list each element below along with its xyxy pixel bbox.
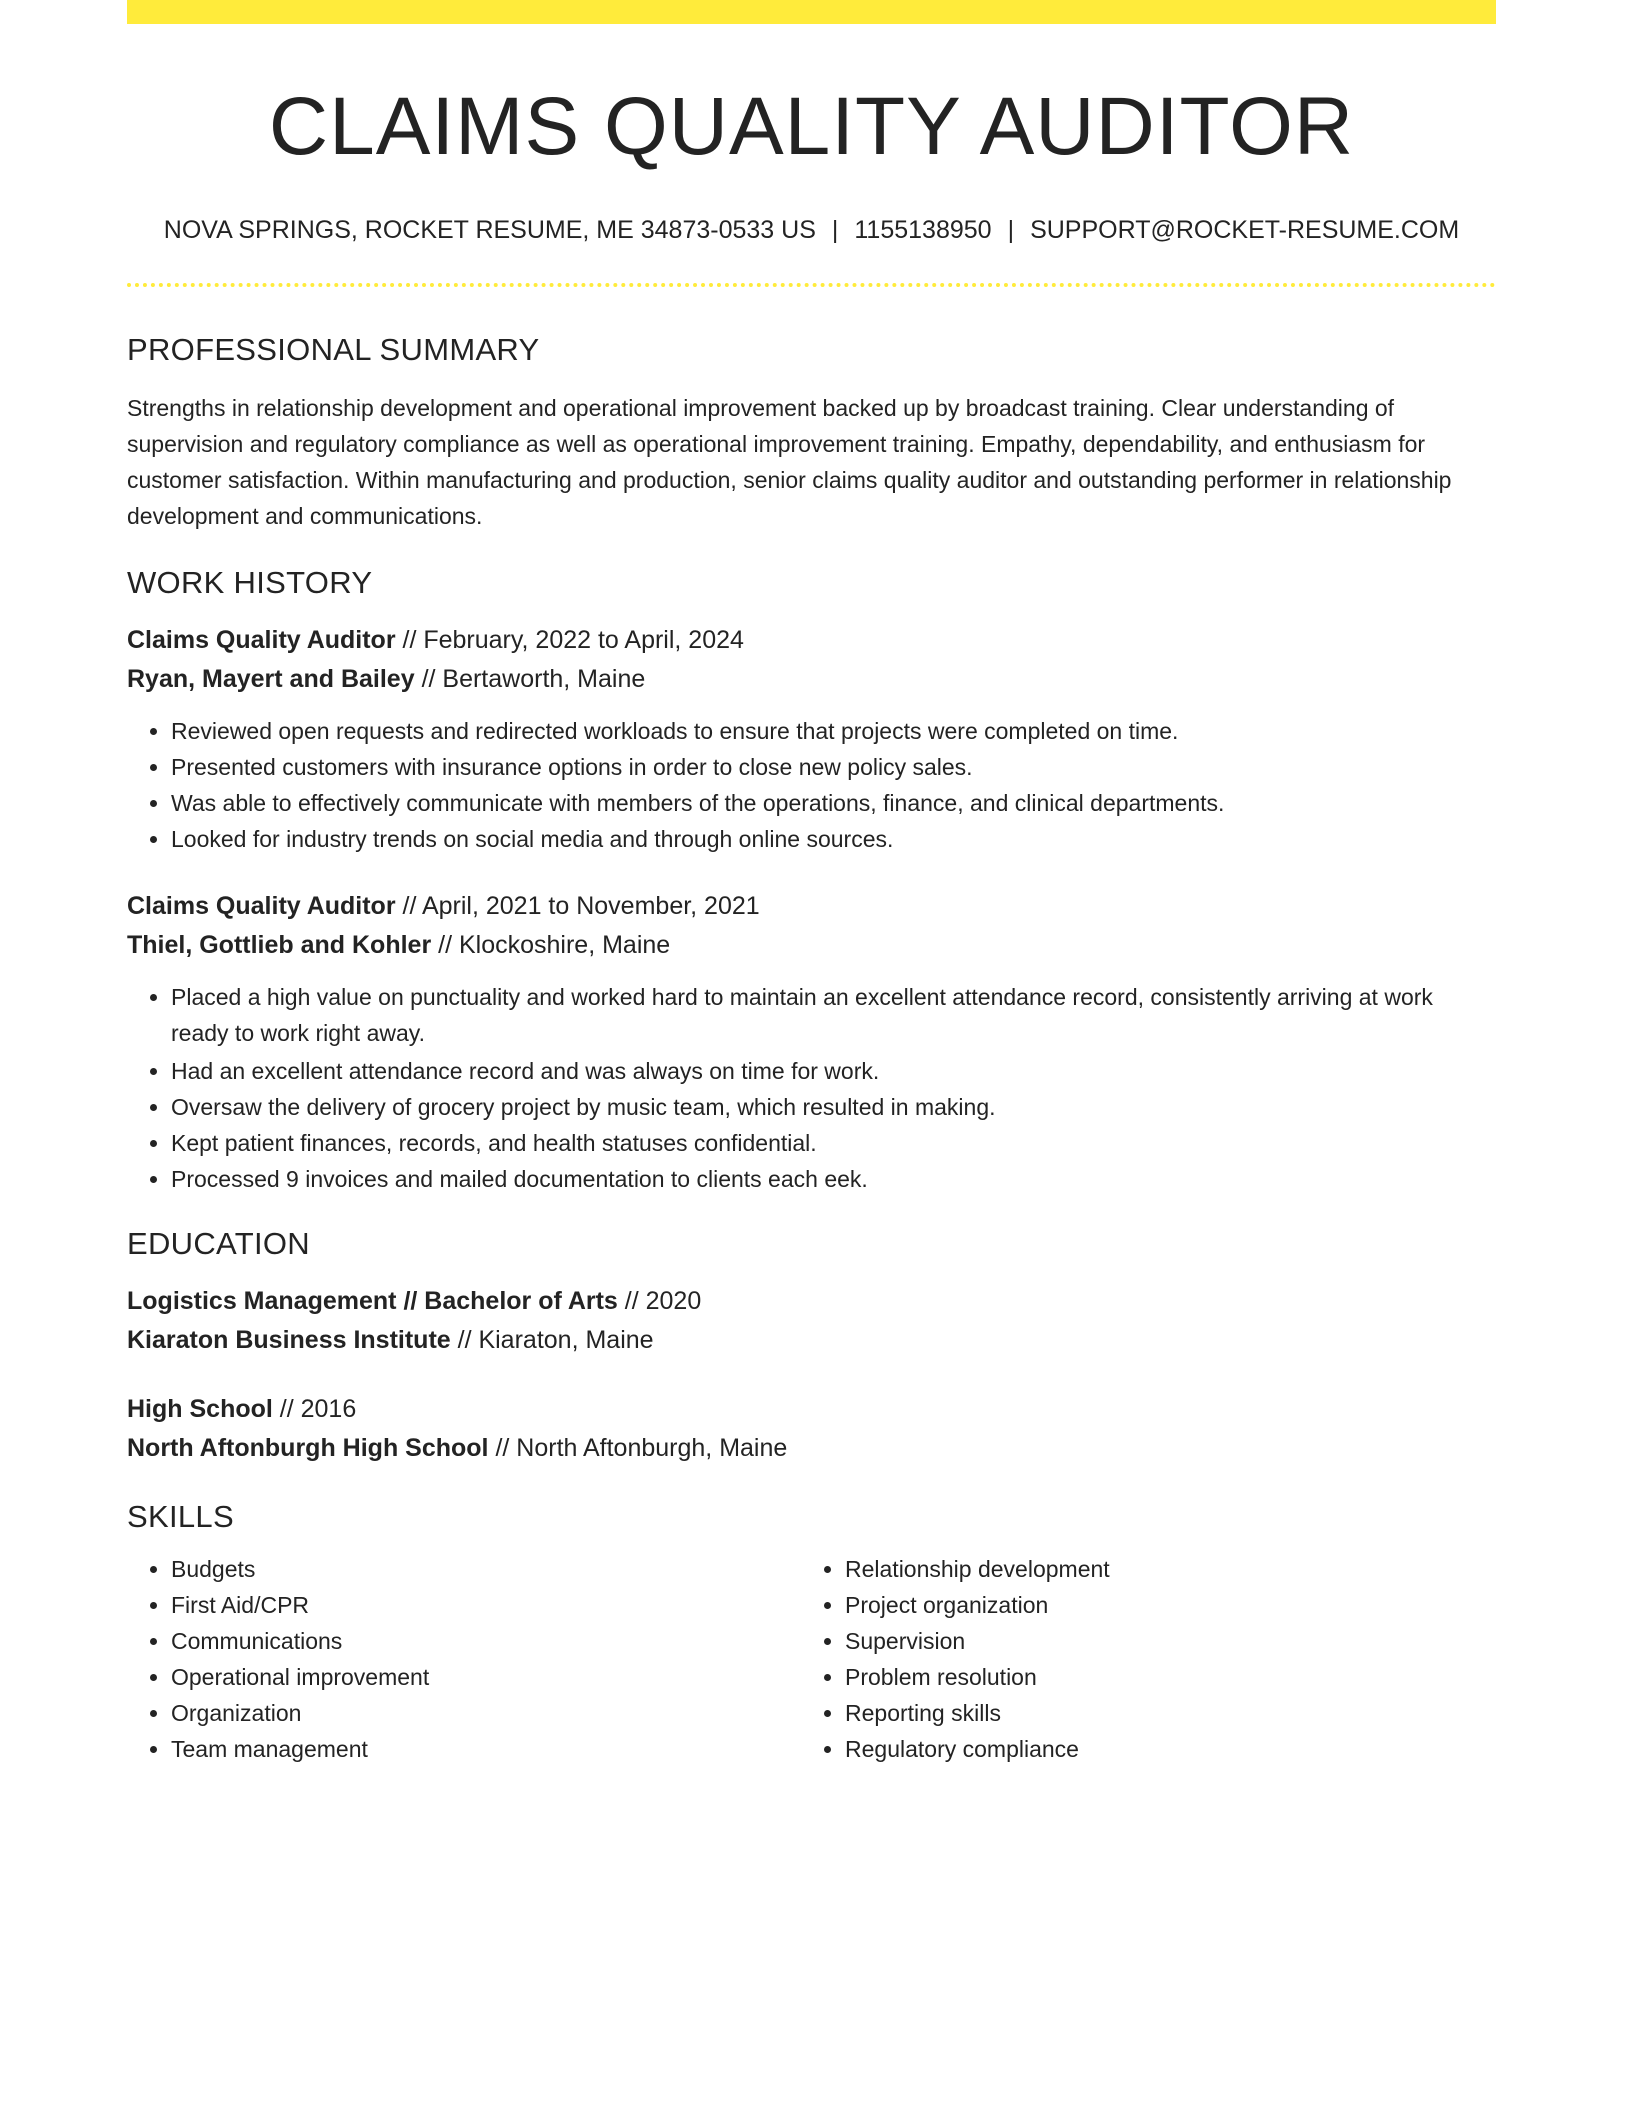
candidate-name: CLAIMS QUALITY AUDITOR xyxy=(268,81,1355,172)
contact-separator: | xyxy=(1007,216,1015,245)
education-degree: High School xyxy=(127,1395,273,1424)
list-item: • Was able to effectively communicate with members of the operations, finance, and clinical departments. xyxy=(171,785,1496,821)
education-school-line xyxy=(127,1429,1496,1468)
summary-text: Strengths in relationship development and operational improvement backed up by broadcast training. Clear understanding of supervision and regulatory compliance as well as operational improvement training. Empathy, dependability, and enthusiasm for customer satisfaction. Within manufacturing and production, senior claims quality auditor and outstanding performer in relationship development and communications. xyxy=(127,394,1452,529)
contact-separator: | xyxy=(831,216,839,245)
job-location: // Klockoshire, Maine xyxy=(431,931,671,960)
job-title-line xyxy=(127,887,1496,926)
list-item: • Placed a high value on punctuality and worked hard to maintain an excellent attendance record, consistently arriving at work ready to work right away. xyxy=(171,979,1496,1051)
list-item: • Relationship development xyxy=(845,1551,1475,1587)
job-company-line xyxy=(127,660,1496,699)
job-company: Ryan, Mayert and Bailey xyxy=(127,665,415,694)
skills-column-left xyxy=(127,1551,801,1767)
skills-column-right xyxy=(801,1551,1475,1767)
education-year: // 2020 xyxy=(617,1287,702,1316)
education-school-line xyxy=(127,1321,1496,1360)
job-title-line xyxy=(127,621,1496,660)
section-title-summary: PROFESSIONAL SUMMARY xyxy=(127,331,540,367)
list-item: • Team management xyxy=(171,1731,801,1767)
education-degree-line xyxy=(127,1390,1496,1429)
job-entry xyxy=(127,621,1496,857)
list-item: • Organization xyxy=(171,1695,801,1731)
job-company: Thiel, Gottlieb and Kohler xyxy=(127,931,432,960)
job-company-line xyxy=(127,926,1496,965)
list-item: • Processed 9 invoices and mailed documentation to clients each eek. xyxy=(171,1161,1496,1197)
education-location: // Kiaraton, Maine xyxy=(450,1326,654,1355)
education-school: Kiaraton Business Institute xyxy=(127,1326,451,1355)
list-item: • Presented customers with insurance options in order to close new policy sales. xyxy=(171,749,1496,785)
list-item: • Budgets xyxy=(171,1551,801,1587)
section-title-education: EDUCATION xyxy=(127,1226,310,1262)
job-bullets xyxy=(127,713,1496,857)
contact-address: NOVA SPRINGS, ROCKET RESUME, ME 34873-0533 US xyxy=(163,216,816,245)
contact-email: SUPPORT@ROCKET-RESUME.COM xyxy=(1030,216,1460,245)
list-item: • Regulatory compliance xyxy=(845,1731,1475,1767)
list-item: • Communications xyxy=(171,1623,801,1659)
education-location: // North Aftonburgh, Maine xyxy=(488,1434,788,1463)
contact-phone: 1155138950 xyxy=(854,216,992,245)
section-title-skills: SKILLS xyxy=(127,1499,234,1535)
job-entry xyxy=(127,887,1496,1197)
section-title-work-history: WORK HISTORY xyxy=(127,564,373,600)
list-item: • Oversaw the delivery of grocery project by music team, which resulted in making. xyxy=(171,1089,1496,1125)
list-item: • Reviewed open requests and redirected workloads to ensure that projects were completed on time. xyxy=(171,713,1496,749)
list-item: • Operational improvement xyxy=(171,1659,801,1695)
job-dates: // April, 2021 to November, 2021 xyxy=(395,892,760,921)
top-accent-bar xyxy=(127,0,1496,24)
education-degree-line xyxy=(127,1282,1496,1321)
job-bullets xyxy=(127,979,1496,1197)
resume-page xyxy=(127,0,1496,1767)
skills-list xyxy=(127,1551,1496,1767)
job-role: Claims Quality Auditor xyxy=(127,892,396,921)
job-dates: // February, 2022 to April, 2024 xyxy=(395,626,744,655)
list-item: • First Aid/CPR xyxy=(171,1587,801,1623)
list-item: • Reporting skills xyxy=(845,1695,1475,1731)
contact-line xyxy=(127,214,1496,247)
education-school: North Aftonburgh High School xyxy=(127,1434,489,1463)
list-item: • Kept patient finances, records, and health statuses confidential. xyxy=(171,1125,1496,1161)
education-degree: Logistics Management // Bachelor of Arts xyxy=(127,1287,618,1316)
list-item: • Had an excellent attendance record and was always on time for work. xyxy=(171,1053,1496,1089)
job-location: // Bertaworth, Maine xyxy=(414,665,646,694)
dotted-divider xyxy=(127,283,1496,287)
job-role: Claims Quality Auditor xyxy=(127,626,396,655)
list-item: • Looked for industry trends on social media and through online sources. xyxy=(171,821,1496,857)
list-item: • Problem resolution xyxy=(845,1659,1475,1695)
education-year: // 2016 xyxy=(272,1395,357,1424)
list-item: • Supervision xyxy=(845,1623,1475,1659)
list-item: • Project organization xyxy=(845,1587,1475,1623)
education-entry xyxy=(127,1390,1496,1468)
education-entry xyxy=(127,1282,1496,1360)
